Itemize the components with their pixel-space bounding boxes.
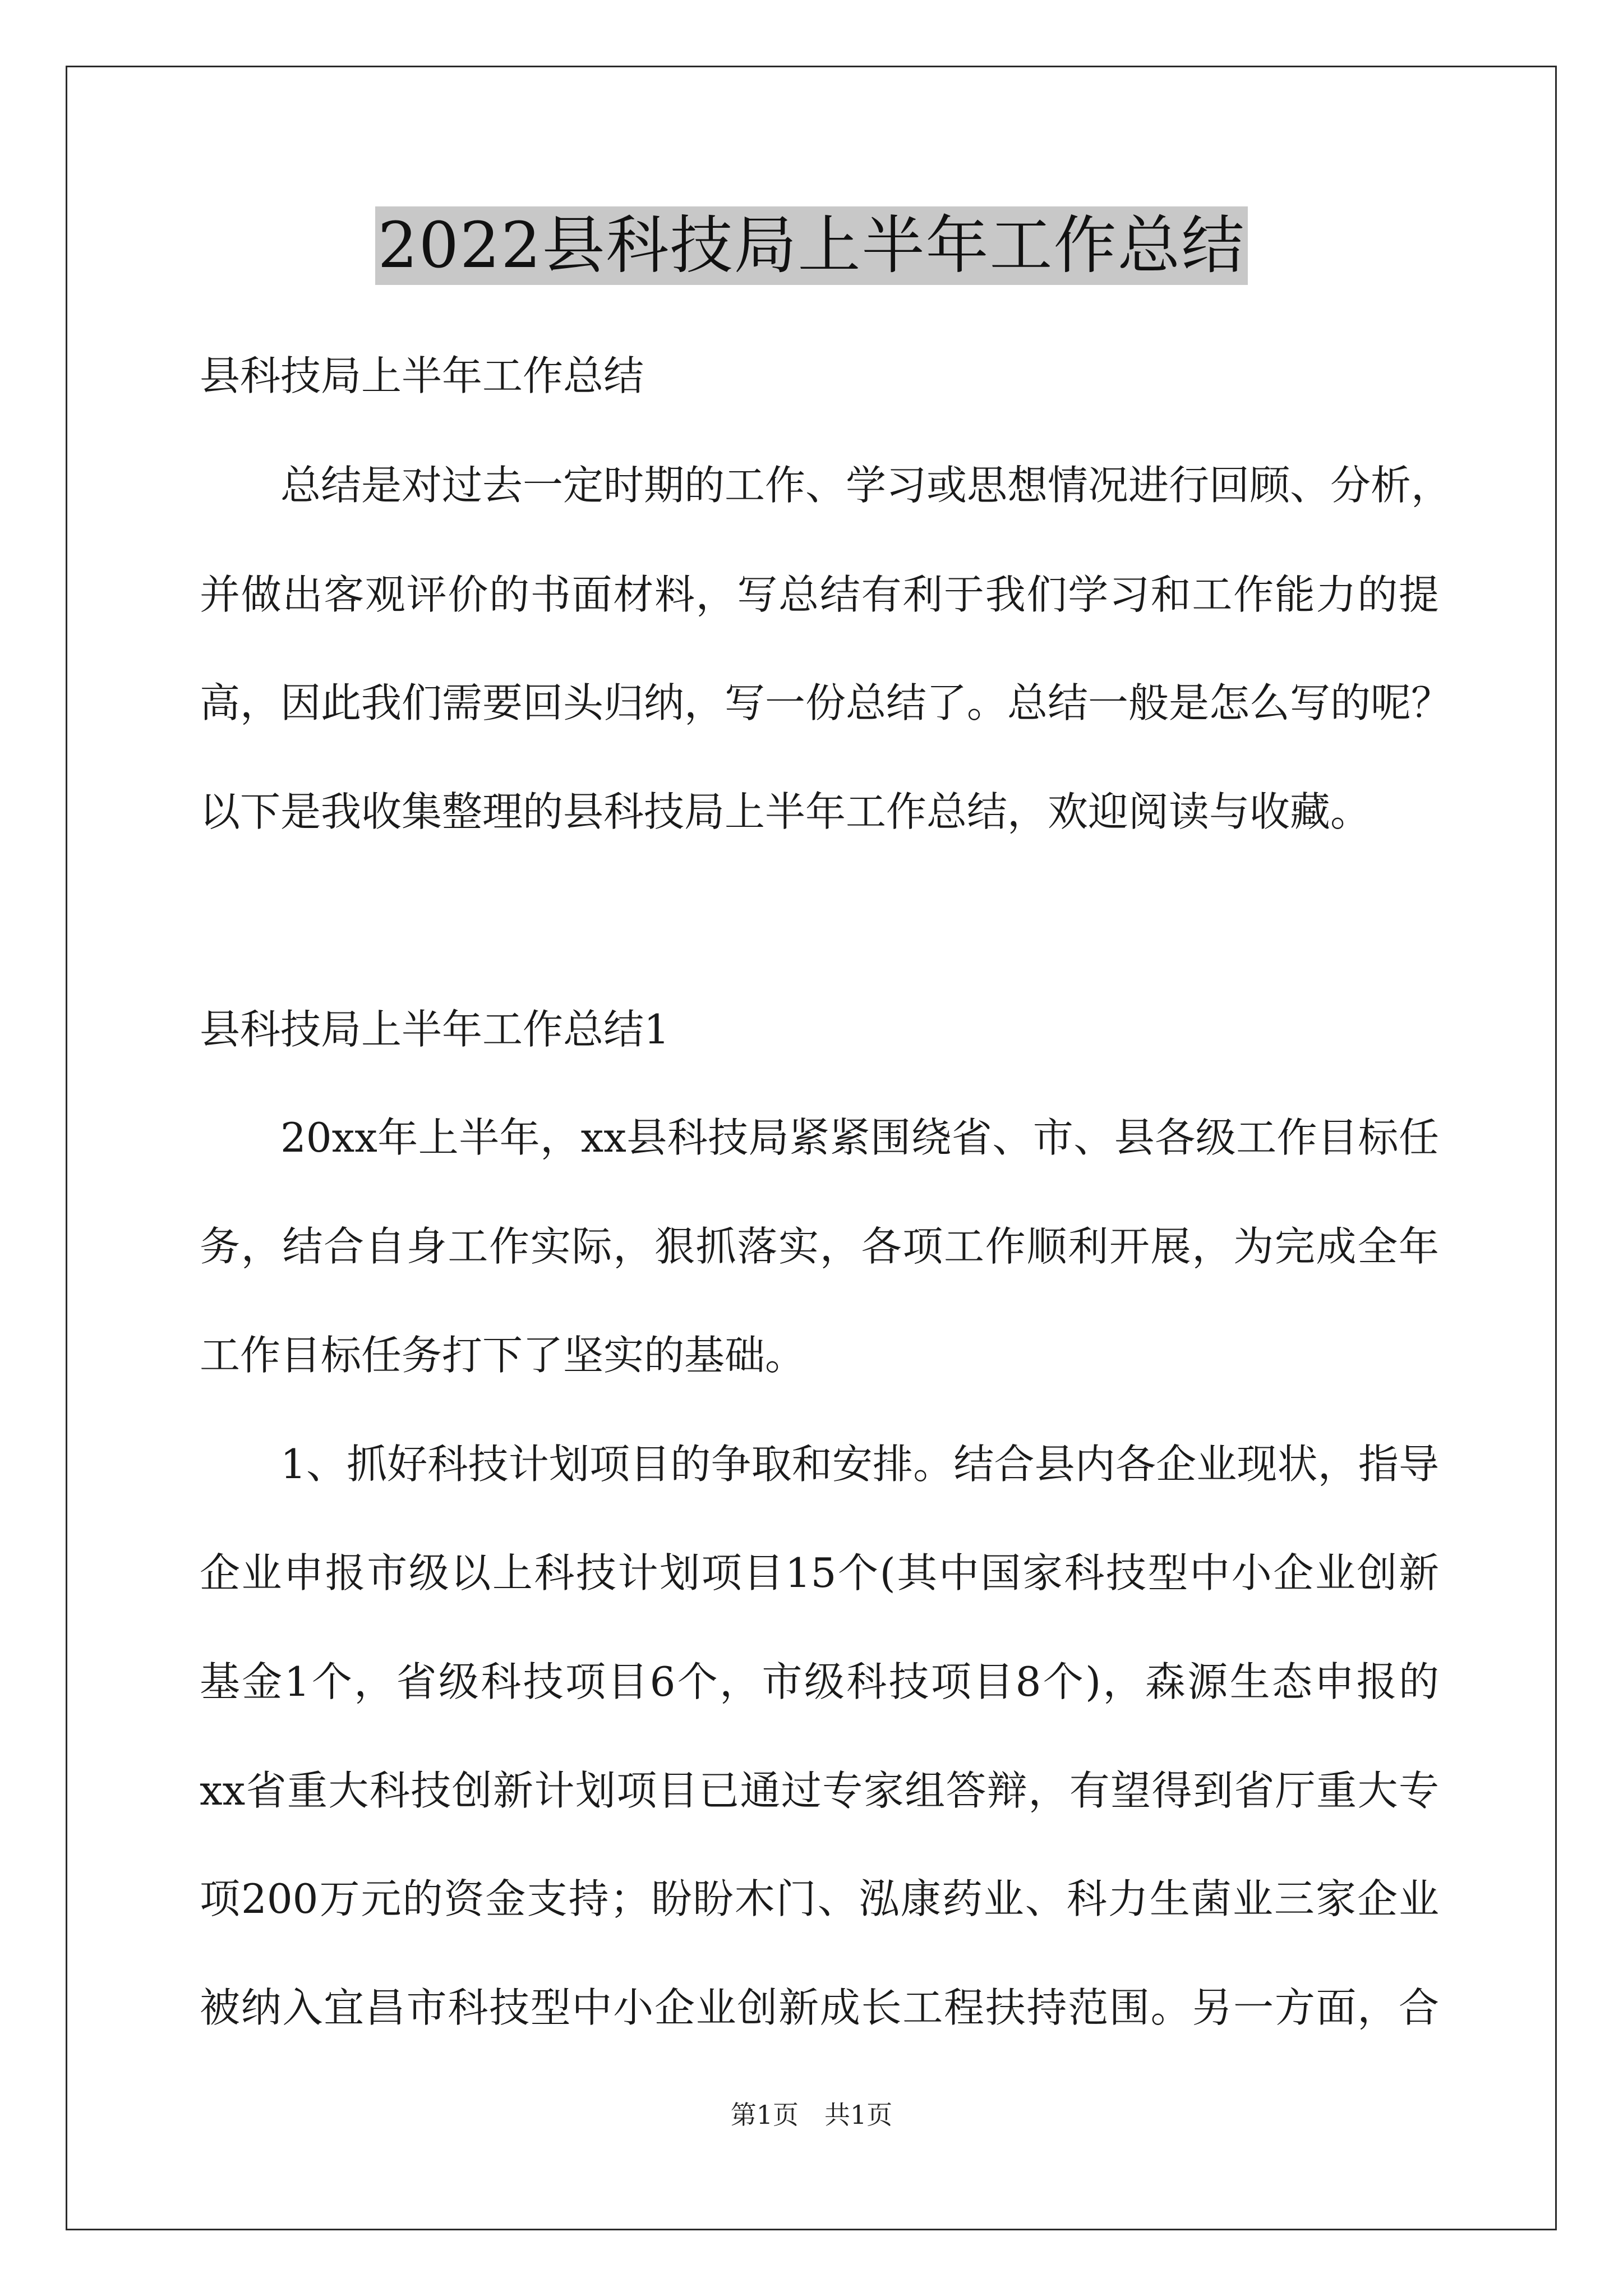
paragraph-line: 20xx年上半年，xx县科技局紧紧围绕省、市、县各级工作目标任	[280, 1114, 1439, 1161]
paragraph-line: 企业申报市级以上科技计划项目15个(其中国家科技型中小企业创新	[200, 1549, 1439, 1596]
paragraph-line: 被纳入宜昌市科技型中小企业创新成长工程扶持范围。另一方面，合	[200, 1984, 1439, 2031]
intro-line: 高，因此我们需要回头归纳，写一份总结了。总结一般是怎么写的呢？	[200, 679, 1452, 726]
paragraph-line: xx省重大科技创新计划项目已通过专家组答辩，有望得到省厅重大专	[200, 1767, 1439, 1814]
paragraph-line: 工作目标任务打下了坚实的基础。	[200, 1332, 806, 1379]
intro-line: 并做出客观评价的书面材料，写总结有利于我们学习和工作能力的提	[200, 571, 1439, 618]
document-subtitle: 县科技局上半年工作总结	[200, 352, 644, 399]
paragraph-line: 1、抓好科技计划项目的争取和安排。结合县内各企业现状，指导	[280, 1441, 1439, 1488]
intro-line: 总结是对过去一定时期的工作、学习或思想情况进行回顾、分析，	[280, 462, 1452, 509]
title-container	[0, 206, 1623, 285]
intro-line: 以下是我收集整理的县科技局上半年工作总结，欢迎阅读与收藏。	[200, 788, 1371, 835]
page-number-footer: 第1页 共1页	[730, 2100, 893, 2130]
section-title: 县科技局上半年工作总结1	[200, 1006, 670, 1053]
paragraph-line: 务，结合自身工作实际，狠抓落实，各项工作顺利开展，为完成全年	[200, 1223, 1439, 1270]
document-title: 2022县科技局上半年工作总结	[375, 206, 1247, 285]
paragraph-line: 项200万元的资金支持；盼盼木门、泓康药业、科力生菌业三家企业	[200, 1875, 1439, 1922]
paragraph-line: 基金1个，省级科技项目6个，市级科技项目8个)，森源生态申报的	[200, 1658, 1439, 1705]
